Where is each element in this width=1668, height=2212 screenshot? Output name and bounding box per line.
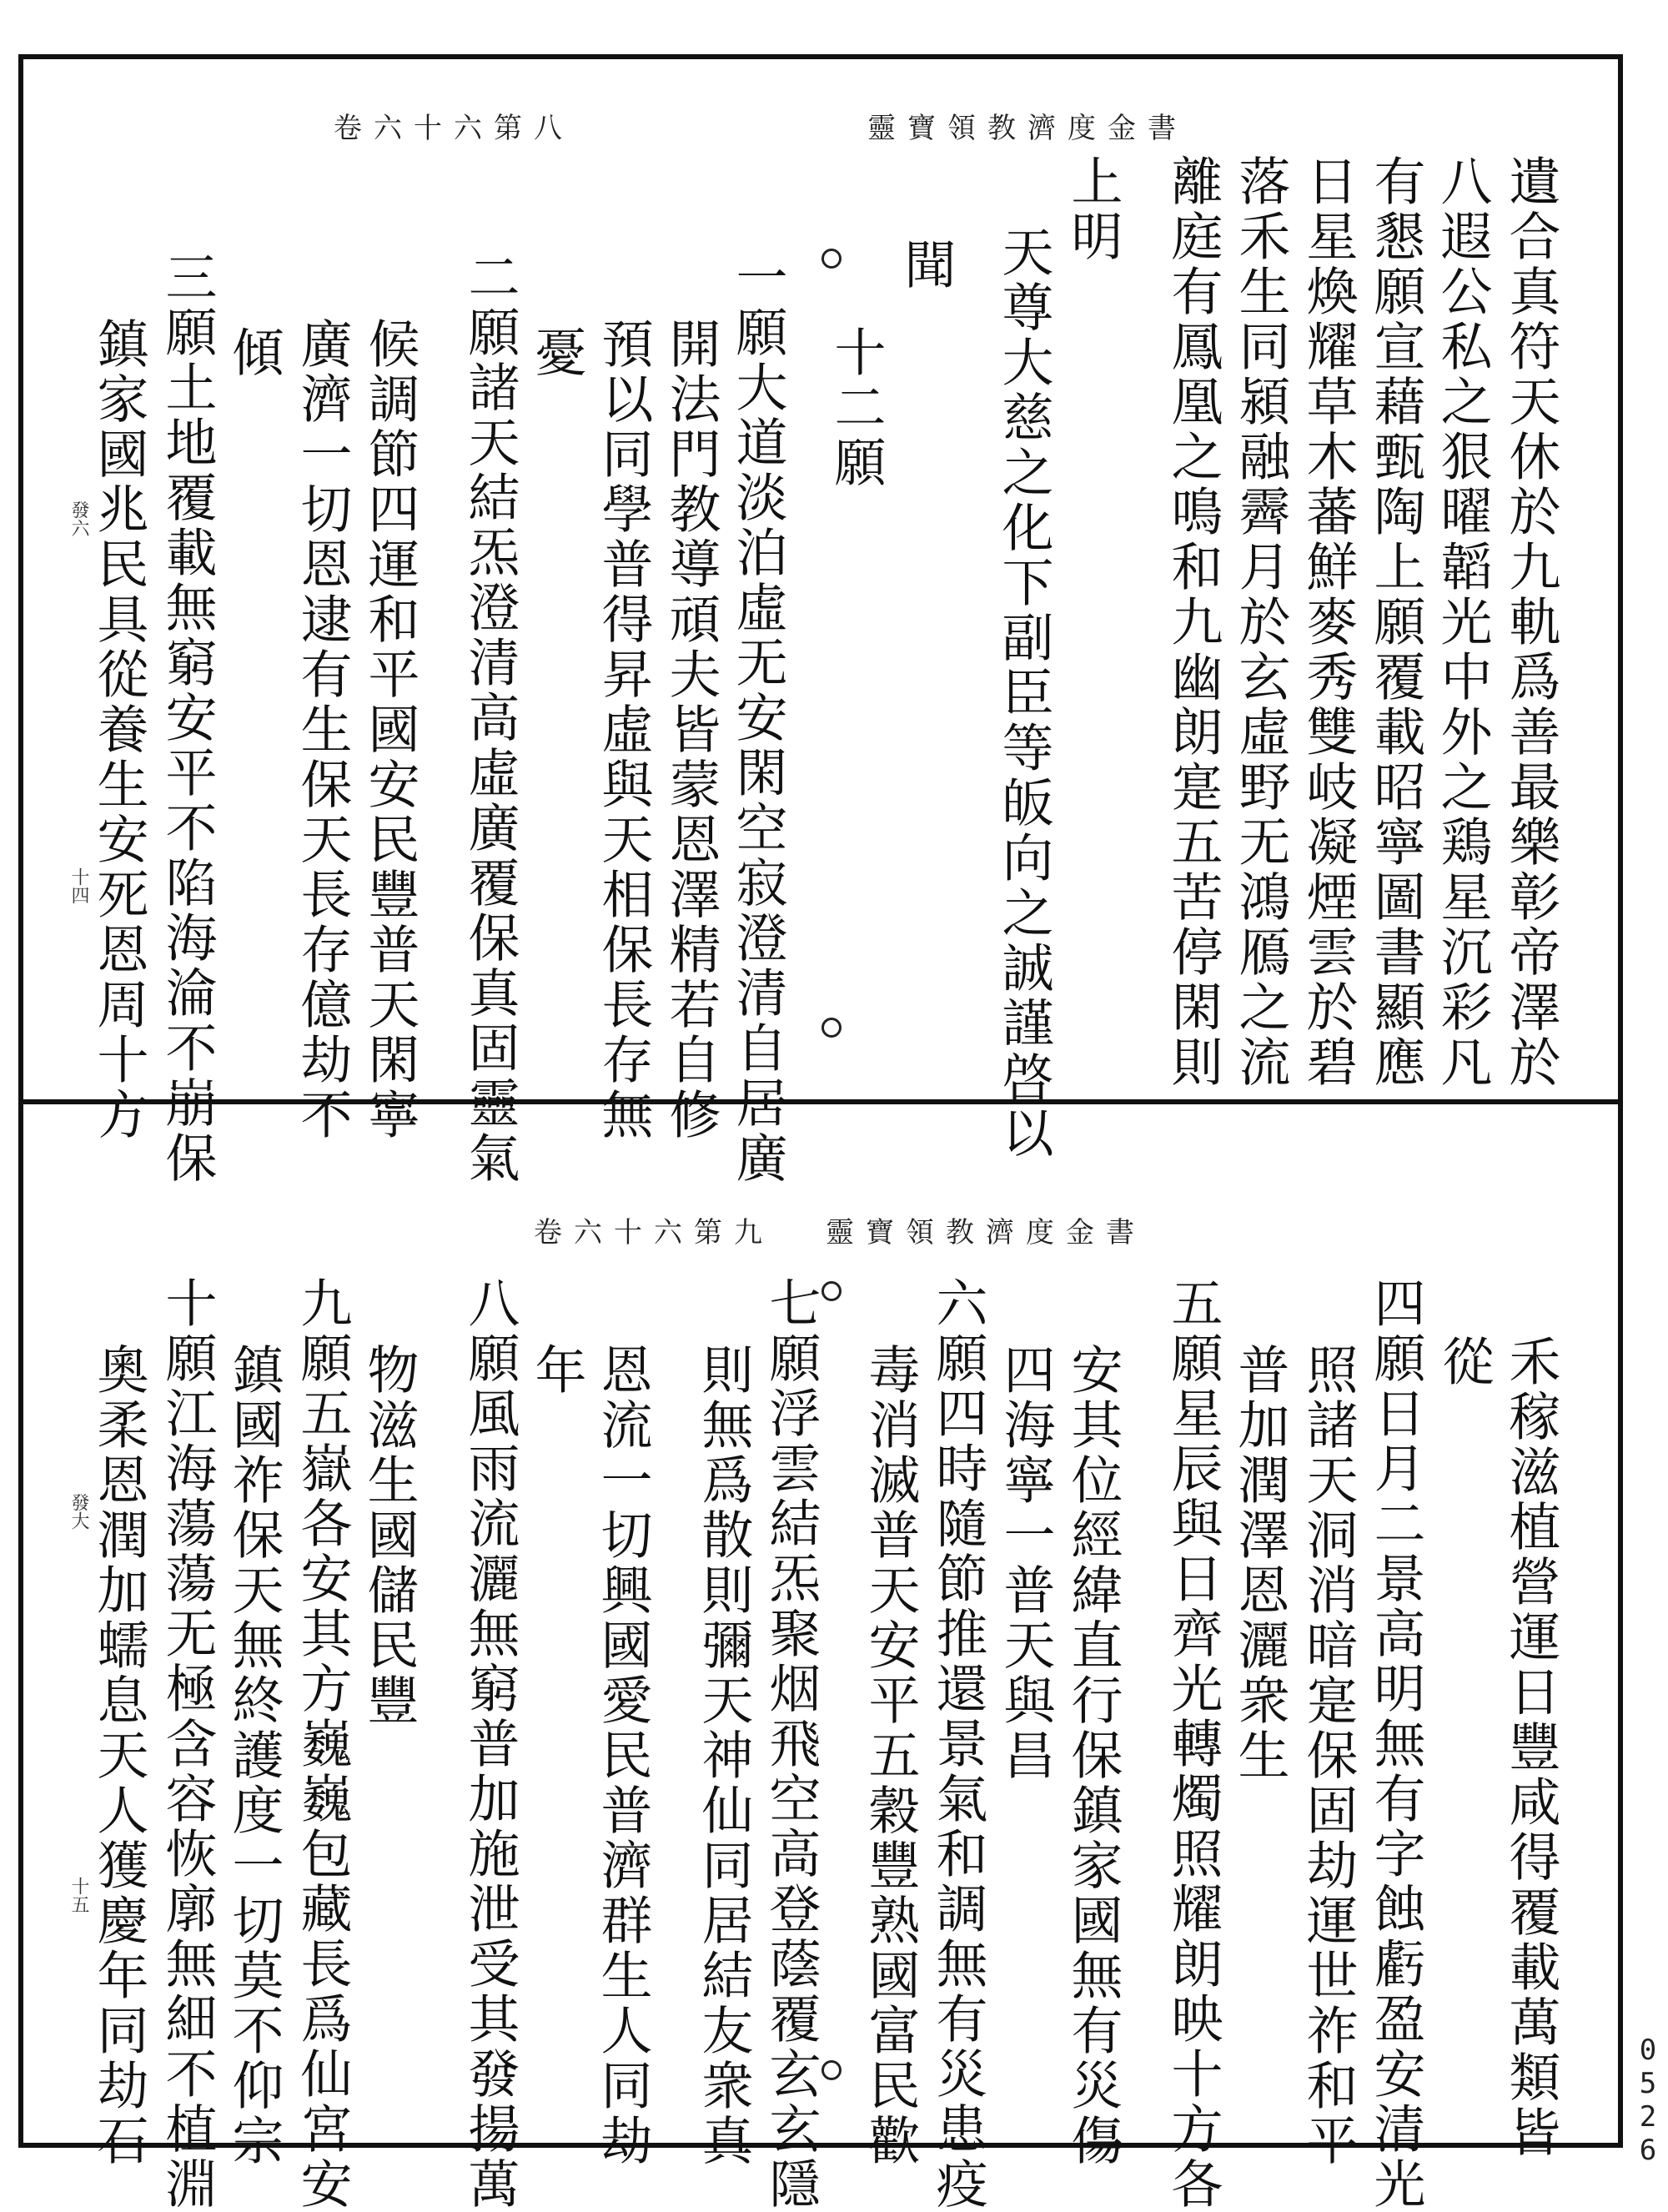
top-column-19: 三願土地覆載無窮安平不陷海淪不崩保 bbox=[157, 250, 218, 1186]
bottom-column-10: 毒消滅普天安平五穀豐熟國富民歡 bbox=[860, 1343, 921, 2169]
panel-divider bbox=[18, 1099, 1623, 1104]
top-column-14: 憂 bbox=[526, 325, 587, 380]
bottom-column-8: 四海寧一普天與昌 bbox=[995, 1343, 1056, 1783]
bottom-column-11: 七願浮雲結炁聚烟飛空高登蔭覆玄玄隱 bbox=[761, 1276, 821, 2212]
bottom-column-13: 恩流一切興國愛民普濟群生人同劫 bbox=[592, 1343, 653, 2169]
bottom-column-14: 年 bbox=[526, 1343, 587, 1398]
top-column-10: 十二願 bbox=[826, 325, 887, 490]
circle-mark bbox=[821, 1018, 842, 1038]
bottom-column-15: 八願風雨流灑無窮普加施泄受其發揚萬 bbox=[460, 1276, 520, 2212]
bottom-header-volume: 卷六十六第九 bbox=[534, 1216, 774, 1249]
top-column-17: 廣濟一切恩逮有生保天長存億劫不 bbox=[292, 317, 353, 1143]
top-note-2: 十四 bbox=[68, 867, 89, 904]
bottom-column-2: 從 bbox=[1434, 1335, 1495, 1390]
bottom-column-20: 奧柔恩潤加蠕息天人獲慶年同劫石 bbox=[88, 1343, 149, 2169]
top-column-15: 二願諸天結炁澄清高虛廣覆保真固靈氣 bbox=[460, 250, 520, 1186]
bottom-column-1: 禾稼滋植營運日豐咸得覆載萬類皆 bbox=[1500, 1335, 1561, 2160]
bottom-column-3: 四願日月二景高明無有字蝕虧盈安清光 bbox=[1365, 1276, 1426, 2212]
top-column-16: 候調節四運和平國安民豐普天閑寧 bbox=[359, 317, 420, 1143]
bottom-column-5: 普加潤澤恩灑衆生 bbox=[1229, 1343, 1290, 1783]
top-header-volume: 卷六十六第八 bbox=[334, 112, 574, 145]
circle-mark bbox=[821, 249, 842, 269]
top-column-7: 上明 bbox=[1063, 154, 1123, 264]
bottom-header-title: 靈寶領教濟度金書 bbox=[826, 1216, 1146, 1249]
top-column-4: 日星煥耀草木蕃鮮麥秀雙岐凝煙雲於碧 bbox=[1298, 154, 1359, 1090]
top-column-13: 預以同學普得昇虛與天相保長存無 bbox=[593, 317, 654, 1143]
top-column-9: 聞 bbox=[896, 238, 957, 293]
circle-mark bbox=[821, 1281, 842, 1301]
top-column-2: 八遐公私之狠曜韜光中外之鶏星沉彩凡 bbox=[1432, 154, 1493, 1090]
top-column-18: 傾 bbox=[224, 325, 284, 380]
top-column-6: 離庭有鳳凰之鳴和九幽朗寔五苦停閑則 bbox=[1163, 154, 1223, 1090]
top-column-11: 一願大道淡泊虛无安閑空寂澄清自居廣 bbox=[727, 250, 788, 1186]
bottom-column-7: 安其位經緯直行保鎮家國無有災傷 bbox=[1063, 1343, 1123, 2169]
bottom-column-6: 五願星辰與日齊光轉燭照耀朗映十方各 bbox=[1163, 1276, 1223, 2212]
top-column-1: 遺合真符天休於九軌爲善最樂彰帝澤於 bbox=[1500, 154, 1561, 1090]
bottom-column-16: 物滋生國儲民豐 bbox=[359, 1343, 420, 1728]
bottom-column-17: 九願五嶽各安其方巍巍包藏長爲仙宮安 bbox=[292, 1276, 353, 2212]
bottom-column-9: 六願四時隨節推還景氣和調無有災患疫 bbox=[927, 1276, 988, 2212]
top-column-8: 天尊大慈之化下副臣等皈向之誠謹啓以 bbox=[993, 225, 1054, 1161]
top-header-title: 靈寶領教濟度金書 bbox=[867, 112, 1188, 145]
bottom-column-18: 鎮國祚保天無終護度一切莫不仰宗 bbox=[224, 1343, 284, 2169]
top-column-5: 落禾生同潁融霽月於玄虛野无鴻鴈之流 bbox=[1230, 154, 1291, 1090]
bottom-note-1: 發大 bbox=[68, 1493, 89, 1530]
bottom-note-2: 十五 bbox=[68, 1877, 89, 1913]
page-number: 0526 bbox=[1631, 2034, 1665, 2167]
circle-mark bbox=[821, 2060, 842, 2080]
top-column-20: 鎮家國兆民具從養生安死恩周十方 bbox=[88, 317, 149, 1143]
top-column-3: 有懇願宣藉甄陶上願覆載昭寧圖書顯應 bbox=[1365, 154, 1426, 1090]
top-note-1: 發六 bbox=[68, 500, 89, 537]
bottom-column-19: 十願江海蕩蕩无極含容恢廓無細不植淵 bbox=[157, 1276, 218, 2212]
bottom-column-4: 照諸天洞消暗寔保固劫運世祚和平 bbox=[1298, 1343, 1359, 2169]
top-column-12: 開法門教導頑夫皆蒙恩澤精若自修 bbox=[661, 317, 721, 1143]
bottom-column-12: 則無爲散則彌天神仙同居結友衆真 bbox=[693, 1343, 754, 2169]
